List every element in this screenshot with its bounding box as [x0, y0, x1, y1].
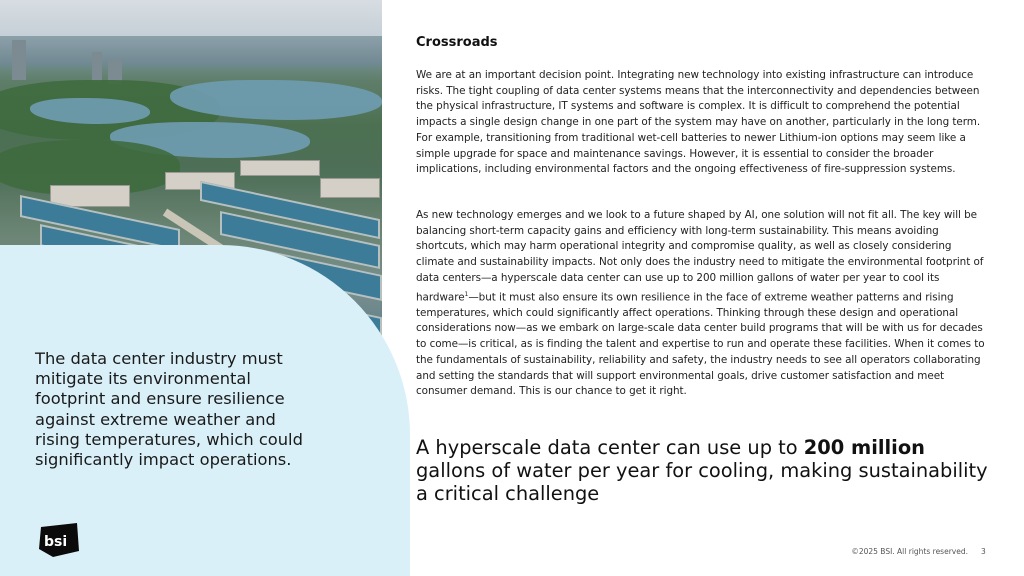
callout-text: The data center industry must mitigate its environmental footprint and ensure resilience against extreme weather and rising temperatures, which could significantly impact operations.: [35, 349, 303, 470]
photo-building: [320, 178, 380, 198]
bsi-logo: [37, 521, 81, 559]
section-heading: Crossroads: [416, 35, 498, 50]
photo-building: [240, 160, 320, 176]
pull-quote-highlight: 200 million: [803, 436, 925, 459]
page-number: 3: [981, 547, 986, 556]
paragraph-1: We are at an important decision point. Integrating new technology into existing infrastructure can introduce risks. The tight coupling of data center systems means that the interconnectivity and dependencies between the physical infrastructure, IT systems and software is complex. It is difficult to comprehend the potential impacts a single design change in one part of the system may have on another, particularly in the long term. For example, transitioning from traditional wet-cell batteries to newer Lithium-ion options may seem like a simple upgrade for space and maintenance savings. However, it is essential to consider the broader implications, including environmental factors and the ongoing effectiveness of fire-suppression systems.: [416, 69, 981, 176]
photo-sky: [0, 0, 382, 40]
pull-quote-pre: A hyperscale data center can use up to: [416, 436, 804, 459]
photo-tower: [12, 40, 26, 80]
copyright-footer: ©2025 BSI. All rights reserved.: [851, 547, 968, 556]
paragraph-2-part-b: —but it must also ensure its own resilience in the face of extreme weather patterns and rising temperatures, which could significantly affect operations. Thinking through these design and operational considerations now—as we embark on large-scale data center build programs that will be with us for decades to come—is critical, as is finding the talent and expertise to run and operate these facilities. When it comes to the fundamentals of sustainability, reliability and safety, the industry needs to see all operators collaborating and setting the standards that will support environmental goals, drive customer satisfaction and meet consumer demand. This is our chance to get it right.: [416, 290, 985, 398]
paragraph-2-part-a: As new technology emerges and we look to a future shaped by AI, one solution will not fit all. The key will be balancing short-term capacity gains and efficiency with long-term sustainability. This means avoiding shortcuts, which may harm operational integrity and compromise quality, as well as closely considering climate and sustainability impacts. Not only does the industry need to mitigate the environmental footprint of data centers—a hyperscale data center can use up to 200 million gallons of water per year to cool its hardware: [416, 209, 984, 303]
footnote-ref[interactable]: 1: [464, 290, 469, 298]
photo-skyline: [0, 36, 382, 66]
pull-quote: [416, 436, 996, 505]
paragraph-2: [416, 208, 992, 400]
bsi-logo-text: bsi: [44, 534, 68, 550]
pull-quote-post: gallons of water per year for cooling, making sustainability a critical challenge: [416, 459, 988, 505]
photo-tower: [92, 52, 102, 82]
